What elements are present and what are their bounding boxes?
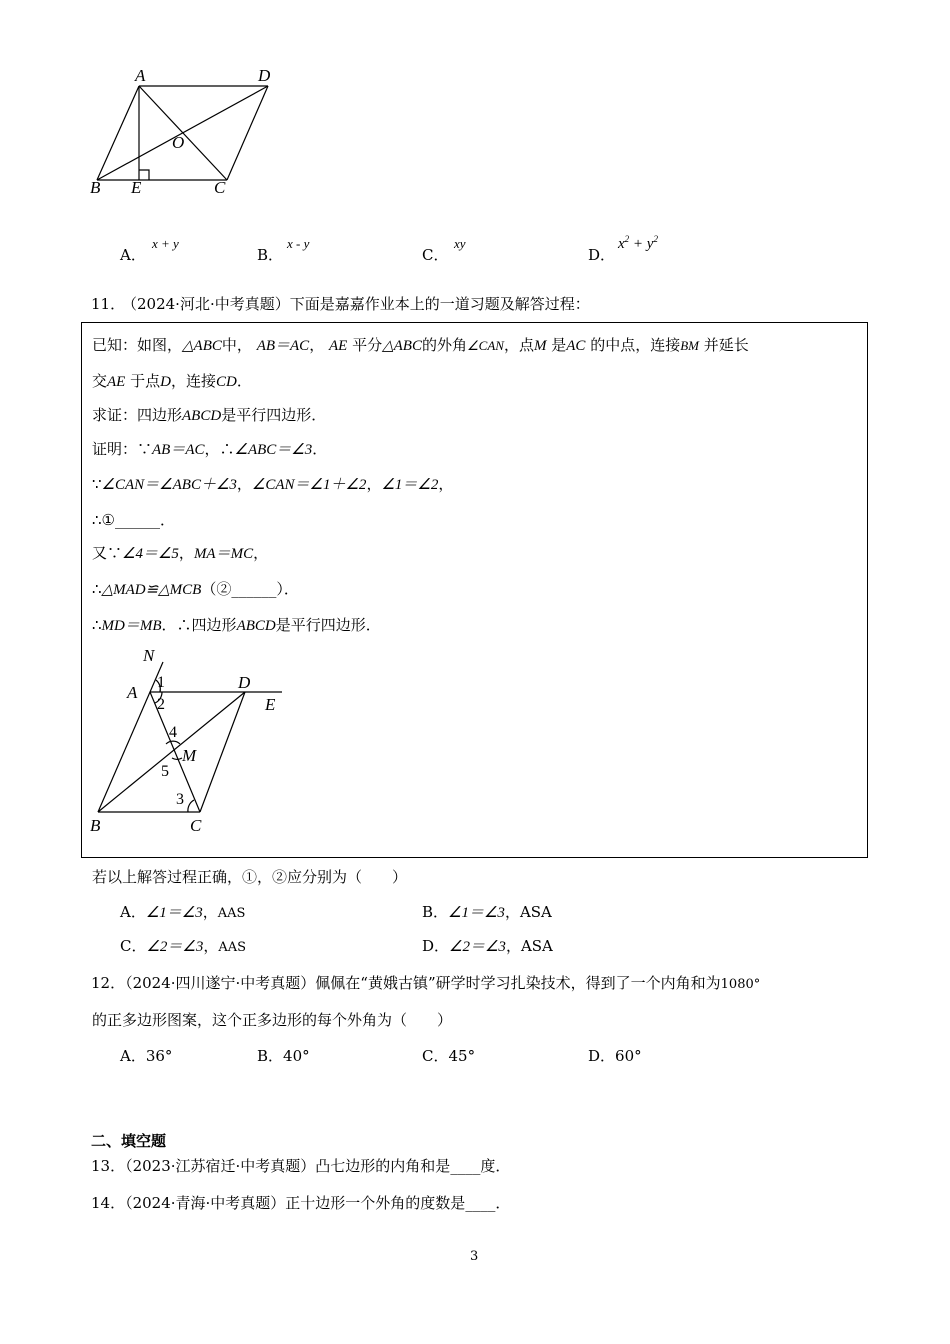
q14-number: 14．	[91, 1194, 126, 1212]
text: ．	[236, 372, 252, 390]
value: 36°	[145, 1047, 173, 1065]
letter: B．	[422, 903, 449, 921]
letter: D．	[422, 937, 450, 955]
label-c: C	[214, 178, 226, 197]
q12-option-b	[257, 1045, 310, 1066]
q10-option-a-letter: A．	[120, 246, 146, 264]
math: △MAD≌△MCB	[101, 582, 202, 598]
text: ，	[309, 336, 325, 354]
rule: ASA	[519, 903, 552, 921]
q12-option-a	[120, 1045, 172, 1066]
letter: A．	[120, 1047, 146, 1065]
value: 60°	[615, 1047, 642, 1065]
letter: B．	[257, 1047, 284, 1065]
text: ．	[312, 440, 328, 458]
fig2-label-d: D	[238, 673, 251, 692]
math: AB＝AC	[256, 338, 310, 354]
q11-line-blank-1: ∴①______．	[92, 511, 175, 529]
q13-number: 13．	[91, 1157, 126, 1175]
q14	[91, 1192, 510, 1213]
math: ABCD	[236, 618, 276, 634]
q14-text: （2024·青海·中考真题）正十边形一个外角的度数是	[125, 1194, 466, 1212]
label-a: A	[135, 66, 146, 85]
text: ∴	[92, 580, 102, 598]
text: 是平行四边形．	[275, 616, 381, 634]
text: 中，	[221, 336, 252, 354]
rule: AAS	[217, 906, 246, 921]
label-o: O	[172, 133, 185, 152]
q14-blank: ____	[465, 1194, 496, 1212]
math: ∠CAN＝∠ABC＋∠3	[101, 477, 237, 493]
fig2-angle-4: 4	[169, 724, 177, 741]
q10-d-op: +	[629, 236, 647, 252]
rule: AAS	[218, 940, 247, 955]
q10-option-d-letter: D．	[588, 246, 616, 264]
math: M	[533, 338, 547, 354]
text: 又∵	[92, 544, 123, 562]
text: ，	[178, 544, 194, 562]
fig2-label-a: A	[127, 683, 138, 702]
text: ，	[438, 475, 454, 493]
math: BM	[680, 338, 699, 353]
text: 的外角	[421, 336, 467, 354]
letter: C．	[120, 937, 147, 955]
q14-tail: ．	[495, 1194, 511, 1212]
label-e: E	[131, 178, 142, 197]
math: ∠ABC＝∠3	[234, 442, 313, 458]
q11-question: 若以上解答过程正确，①，②应分别为（ ）	[92, 868, 408, 886]
text: 已知：如图，	[92, 336, 183, 354]
math: △ABC	[382, 338, 422, 354]
q13-tail: 度．	[480, 1157, 511, 1175]
q13-blank: ____	[450, 1157, 481, 1175]
angle-3-arc	[188, 800, 194, 812]
math: ∠1＝∠3	[145, 905, 203, 921]
q11-option-c	[120, 935, 246, 956]
q13	[91, 1155, 510, 1176]
q10-d-sup1: 2	[624, 234, 630, 244]
math: ABCD	[182, 408, 222, 424]
text: 是	[551, 336, 567, 354]
math: ∠2＝∠3	[146, 939, 204, 955]
math: ∠1＝∠2	[381, 477, 439, 493]
q10-d-y: y	[646, 236, 654, 252]
text: 的中点，连接	[590, 336, 681, 354]
sep: ，	[504, 903, 520, 921]
label-d: D	[258, 66, 271, 85]
math: CD	[216, 374, 237, 390]
q11-option-b	[422, 901, 552, 922]
value: 40°	[283, 1047, 310, 1065]
letter: D．	[588, 1047, 616, 1065]
text: ，	[236, 475, 252, 493]
q12-option-c	[422, 1045, 475, 1066]
section-title-fill-in: 二、填空题	[91, 1132, 167, 1150]
q12-number: 12．	[91, 974, 126, 992]
q10-option-a-expr: x + y	[152, 236, 179, 251]
math: ∠4＝∠5	[122, 546, 179, 562]
math: MD＝MB	[101, 618, 162, 634]
q10-d-sup2: 2	[653, 234, 658, 244]
text: 交	[92, 372, 108, 390]
text: ，连接	[170, 372, 216, 390]
fig2-angle-1: 1	[157, 674, 165, 691]
fig2-label-c: C	[190, 816, 202, 835]
q10-option-c-letter: C．	[422, 246, 449, 264]
label-b: B	[90, 178, 101, 197]
text: ，	[253, 544, 269, 562]
letter: C．	[422, 1047, 449, 1065]
q10-option-b-expr: x - y	[287, 236, 310, 251]
q11-source: （2024·河北·中考真题）下面是嘉嘉作业本上的一道习题及解答过程：	[122, 295, 590, 313]
text: 并延长	[703, 336, 749, 354]
sep: ，	[505, 937, 521, 955]
q11-number: 11．	[91, 295, 126, 313]
letter: A．	[120, 903, 146, 921]
value: 45°	[448, 1047, 476, 1065]
text: ，点	[503, 336, 534, 354]
text: ∵	[92, 475, 102, 493]
q11-option-a	[120, 901, 245, 922]
page-number: 3	[470, 1249, 479, 1264]
q12-angle: 1080°	[720, 977, 761, 992]
math: AE	[328, 338, 348, 354]
q12-text: （2024·四川遂宁·中考真题）佩佩在“黄娥古镇”研学时学习扎染技术，得到了一个内角和为	[125, 974, 721, 992]
fig2-angle-3: 3	[176, 791, 184, 808]
rule: ASA	[520, 937, 553, 955]
math: D	[160, 374, 171, 390]
q12-line-2: 的正多边形图案，这个正多边形的每个外角为（ ）	[92, 1011, 453, 1029]
q10-option-c-expr: xy	[454, 236, 466, 251]
math: ∠CAN	[467, 338, 504, 353]
sep: ，	[203, 937, 219, 955]
fig2-label-n: N	[143, 646, 155, 665]
math: ∠CAN＝∠1＋∠2	[251, 477, 367, 493]
text: 求证：四边形	[92, 406, 183, 424]
math: AB＝AC	[152, 442, 205, 458]
q13-text: （2023·江苏宿迁·中考真题）凸七边形的内角和是	[125, 1157, 451, 1175]
q11-option-d	[422, 935, 553, 956]
q10-d-x: x	[618, 236, 625, 252]
math: MA＝MC	[193, 546, 254, 562]
text: 是平行四边形．	[221, 406, 327, 424]
text: 平分	[352, 336, 383, 354]
fig2-label-b: B	[90, 816, 101, 835]
text: 证明：∵	[92, 440, 153, 458]
math: AC	[566, 338, 586, 354]
q12-option-d	[588, 1045, 642, 1066]
fig2-angle-5: 5	[161, 763, 169, 780]
fig2-label-e: E	[265, 695, 276, 714]
q10-option-b-letter: B．	[257, 246, 284, 264]
fig2-label-m: M	[182, 746, 197, 765]
fig2-angle-2: 2	[157, 696, 165, 713]
text: ．∴四边形	[161, 616, 237, 634]
text: （②______）．	[201, 580, 299, 598]
math: ∠1＝∠3	[448, 905, 505, 921]
math: ∠2＝∠3	[449, 939, 506, 955]
math: AE	[107, 374, 126, 390]
text: ，∴	[204, 440, 235, 458]
text: ，	[366, 475, 382, 493]
text: 于点	[130, 372, 161, 390]
text: ∴	[92, 616, 102, 634]
q12-line-1	[91, 972, 760, 993]
sep: ，	[202, 903, 218, 921]
math: △ABC	[182, 338, 222, 354]
